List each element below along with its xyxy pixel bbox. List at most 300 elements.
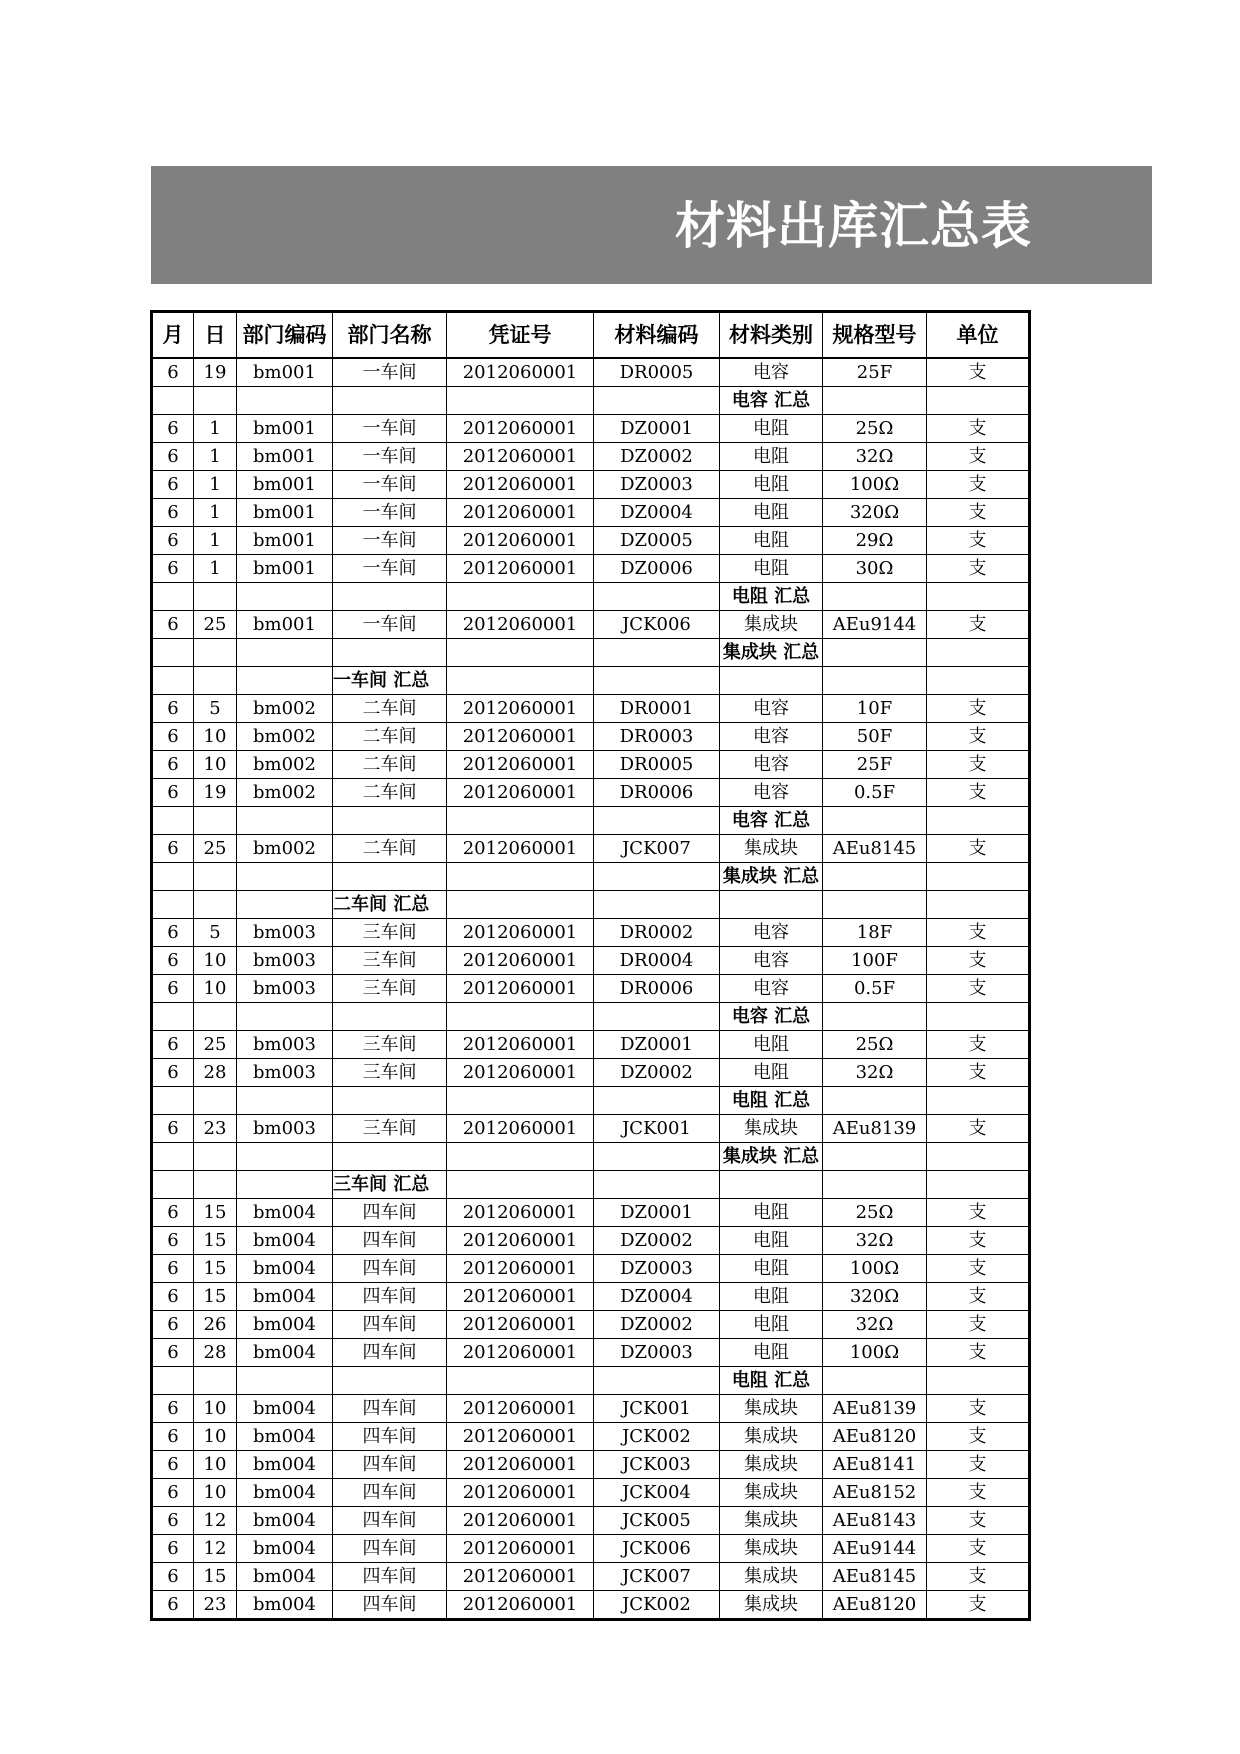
cell-material-code: DZ0001 — [594, 1031, 720, 1059]
cell-unit: 支 — [927, 1395, 1030, 1423]
cell-dept-name: 二车间 — [333, 723, 447, 751]
cell-day: 1 — [194, 555, 237, 583]
cell-voucher-no: 2012060001 — [447, 1059, 594, 1087]
cell-dept-code: bm004 — [237, 1591, 333, 1620]
cell-material-category: 电阻 — [720, 1199, 823, 1227]
table-row — [152, 695, 1030, 723]
cell-material-category: 电阻 — [720, 1255, 823, 1283]
cell-dept-code: bm001 — [237, 415, 333, 443]
cell-day: 15 — [194, 1283, 237, 1311]
cell-dept-name: 二车间 — [333, 695, 447, 723]
table-row — [152, 947, 1030, 975]
cell-spec-model: 25F — [823, 358, 927, 387]
cell-month: 6 — [152, 835, 194, 863]
cell-unit: 支 — [927, 919, 1030, 947]
cell-voucher-no: 2012060001 — [447, 751, 594, 779]
cell-voucher-no: 2012060001 — [447, 555, 594, 583]
cell-dept-name: 二车间 — [333, 751, 447, 779]
empty-cell — [333, 583, 447, 611]
empty-cell — [823, 387, 927, 415]
category-subtotal-label: 电容 汇总 — [720, 807, 823, 835]
cell-material-code: JCK007 — [594, 835, 720, 863]
cell-material-category: 电容 — [720, 358, 823, 387]
column-header-month: 月 — [152, 312, 194, 359]
cell-month: 6 — [152, 1059, 194, 1087]
cell-voucher-no: 2012060001 — [447, 975, 594, 1003]
cell-day: 28 — [194, 1339, 237, 1367]
table-row — [152, 555, 1030, 583]
cell-unit: 支 — [927, 835, 1030, 863]
cell-material-category: 电阻 — [720, 499, 823, 527]
cell-month: 6 — [152, 1479, 194, 1507]
cell-month: 6 — [152, 471, 194, 499]
empty-cell — [594, 387, 720, 415]
cell-dept-code: bm001 — [237, 611, 333, 639]
cell-voucher-no: 2012060001 — [447, 1311, 594, 1339]
cell-material-code: JCK005 — [594, 1507, 720, 1535]
cell-material-category: 电阻 — [720, 555, 823, 583]
empty-cell — [333, 1003, 447, 1031]
empty-cell — [823, 1143, 927, 1171]
table-row — [152, 1059, 1030, 1087]
empty-cell — [594, 1171, 720, 1199]
empty-cell — [152, 1143, 194, 1171]
empty-cell — [927, 1143, 1030, 1171]
cell-spec-model: 25Ω — [823, 415, 927, 443]
cell-day: 1 — [194, 415, 237, 443]
cell-dept-name: 三车间 — [333, 1059, 447, 1087]
cell-unit: 支 — [927, 555, 1030, 583]
cell-material-code: JCK003 — [594, 1451, 720, 1479]
empty-cell — [194, 1143, 237, 1171]
cell-dept-code: bm002 — [237, 779, 333, 807]
cell-unit: 支 — [927, 1507, 1030, 1535]
department-subtotal-row — [152, 667, 1030, 695]
cell-month: 6 — [152, 555, 194, 583]
cell-month: 6 — [152, 1339, 194, 1367]
cell-month: 6 — [152, 723, 194, 751]
cell-spec-model: 32Ω — [823, 1227, 927, 1255]
cell-voucher-no: 2012060001 — [447, 919, 594, 947]
cell-material-category: 集成块 — [720, 835, 823, 863]
cell-material-code: DZ0001 — [594, 1199, 720, 1227]
empty-cell — [447, 863, 594, 891]
cell-day: 15 — [194, 1563, 237, 1591]
cell-unit: 支 — [927, 975, 1030, 1003]
cell-material-category: 电阻 — [720, 1227, 823, 1255]
empty-cell — [152, 1003, 194, 1031]
cell-material-code: DZ0002 — [594, 1311, 720, 1339]
cell-unit: 支 — [927, 1059, 1030, 1087]
cell-day: 26 — [194, 1311, 237, 1339]
cell-month: 6 — [152, 611, 194, 639]
cell-month: 6 — [152, 1535, 194, 1563]
table-row — [152, 1031, 1030, 1059]
cell-unit: 支 — [927, 779, 1030, 807]
category-subtotal-label: 电阻 汇总 — [720, 1367, 823, 1395]
cell-material-code: DZ0005 — [594, 527, 720, 555]
cell-material-code: DR0002 — [594, 919, 720, 947]
cell-dept-name: 四车间 — [333, 1311, 447, 1339]
cell-material-code: JCK004 — [594, 1479, 720, 1507]
cell-day: 15 — [194, 1227, 237, 1255]
cell-voucher-no: 2012060001 — [447, 1563, 594, 1591]
cell-dept-name: 一车间 — [333, 499, 447, 527]
cell-material-category: 集成块 — [720, 1395, 823, 1423]
cell-voucher-no: 2012060001 — [447, 1199, 594, 1227]
cell-voucher-no: 2012060001 — [447, 471, 594, 499]
cell-spec-model: 25Ω — [823, 1199, 927, 1227]
cell-month: 6 — [152, 415, 194, 443]
empty-cell — [194, 667, 237, 695]
cell-month: 6 — [152, 1507, 194, 1535]
cell-dept-code: bm004 — [237, 1423, 333, 1451]
cell-material-category: 集成块 — [720, 1451, 823, 1479]
empty-cell — [594, 639, 720, 667]
cell-material-category: 电容 — [720, 779, 823, 807]
cell-material-code: DZ0002 — [594, 1059, 720, 1087]
empty-cell — [823, 1003, 927, 1031]
cell-unit: 支 — [927, 1311, 1030, 1339]
empty-cell — [927, 1367, 1030, 1395]
cell-dept-name: 四车间 — [333, 1535, 447, 1563]
cell-dept-name: 一车间 — [333, 358, 447, 387]
column-header-day: 日 — [194, 312, 237, 359]
cell-unit: 支 — [927, 1451, 1030, 1479]
cell-dept-name: 一车间 — [333, 527, 447, 555]
empty-cell — [594, 583, 720, 611]
cell-material-category: 电容 — [720, 723, 823, 751]
empty-cell — [194, 1003, 237, 1031]
cell-dept-name: 二车间 — [333, 835, 447, 863]
cell-month: 6 — [152, 1115, 194, 1143]
cell-voucher-no: 2012060001 — [447, 1479, 594, 1507]
empty-cell — [194, 583, 237, 611]
cell-material-category: 集成块 — [720, 611, 823, 639]
cell-spec-model: 10F — [823, 695, 927, 723]
cell-material-code: JCK002 — [594, 1423, 720, 1451]
cell-dept-code: bm002 — [237, 751, 333, 779]
cell-voucher-no: 2012060001 — [447, 779, 594, 807]
empty-cell — [152, 1367, 194, 1395]
cell-day: 10 — [194, 1395, 237, 1423]
empty-cell — [720, 891, 823, 919]
cell-material-code: DR0006 — [594, 779, 720, 807]
cell-dept-name: 四车间 — [333, 1395, 447, 1423]
cell-dept-code: bm004 — [237, 1199, 333, 1227]
empty-cell — [823, 583, 927, 611]
empty-cell — [823, 863, 927, 891]
cell-month: 6 — [152, 1311, 194, 1339]
cell-voucher-no: 2012060001 — [447, 527, 594, 555]
empty-cell — [194, 807, 237, 835]
cell-dept-name: 三车间 — [333, 947, 447, 975]
cell-dept-code: bm004 — [237, 1395, 333, 1423]
cell-month: 6 — [152, 443, 194, 471]
cell-material-code: DR0001 — [594, 695, 720, 723]
cell-spec-model: 18F — [823, 919, 927, 947]
cell-material-code: DR0006 — [594, 975, 720, 1003]
cell-material-category: 电容 — [720, 947, 823, 975]
cell-day: 5 — [194, 919, 237, 947]
table-row — [152, 415, 1030, 443]
cell-dept-code: bm004 — [237, 1283, 333, 1311]
empty-cell — [237, 1171, 333, 1199]
cell-month: 6 — [152, 1227, 194, 1255]
table-body — [152, 358, 1030, 1620]
cell-dept-code: bm001 — [237, 499, 333, 527]
cell-month: 6 — [152, 947, 194, 975]
summary-table — [150, 310, 1031, 1621]
empty-cell — [823, 639, 927, 667]
cell-spec-model: 100Ω — [823, 1339, 927, 1367]
cell-unit: 支 — [927, 947, 1030, 975]
cell-dept-code: bm003 — [237, 1115, 333, 1143]
cell-material-code: DZ0004 — [594, 499, 720, 527]
empty-cell — [823, 667, 927, 695]
cell-dept-code: bm003 — [237, 919, 333, 947]
category-subtotal-row — [152, 863, 1030, 891]
table-row — [152, 1563, 1030, 1591]
column-header-unit: 单位 — [927, 312, 1030, 359]
empty-cell — [720, 1171, 823, 1199]
cell-voucher-no: 2012060001 — [447, 1535, 594, 1563]
cell-material-category: 电容 — [720, 975, 823, 1003]
table-row — [152, 975, 1030, 1003]
cell-dept-code: bm004 — [237, 1451, 333, 1479]
cell-day: 25 — [194, 1031, 237, 1059]
empty-cell — [927, 1171, 1030, 1199]
cell-material-category: 电阻 — [720, 471, 823, 499]
empty-cell — [194, 1367, 237, 1395]
empty-cell — [447, 807, 594, 835]
cell-dept-name: 四车间 — [333, 1479, 447, 1507]
cell-dept-name: 四车间 — [333, 1563, 447, 1591]
cell-spec-model: 25F — [823, 751, 927, 779]
cell-spec-model: AEu8120 — [823, 1591, 927, 1620]
cell-spec-model: 100F — [823, 947, 927, 975]
cell-material-code: JCK001 — [594, 1115, 720, 1143]
cell-unit: 支 — [927, 1479, 1030, 1507]
cell-unit: 支 — [927, 358, 1030, 387]
category-subtotal-label: 集成块 汇总 — [720, 863, 823, 891]
cell-dept-name: 四车间 — [333, 1339, 447, 1367]
cell-material-category: 电容 — [720, 695, 823, 723]
empty-cell — [152, 1087, 194, 1115]
cell-day: 19 — [194, 779, 237, 807]
empty-cell — [823, 1367, 927, 1395]
cell-dept-code: bm002 — [237, 723, 333, 751]
table-row — [152, 751, 1030, 779]
empty-cell — [927, 1087, 1030, 1115]
empty-cell — [927, 891, 1030, 919]
cell-spec-model: 32Ω — [823, 1311, 927, 1339]
cell-voucher-no: 2012060001 — [447, 443, 594, 471]
cell-unit: 支 — [927, 443, 1030, 471]
cell-day: 10 — [194, 947, 237, 975]
category-subtotal-label: 电阻 汇总 — [720, 1087, 823, 1115]
cell-day: 10 — [194, 1479, 237, 1507]
table-row — [152, 1507, 1030, 1535]
cell-dept-code: bm002 — [237, 695, 333, 723]
empty-cell — [447, 1171, 594, 1199]
empty-cell — [194, 639, 237, 667]
empty-cell — [333, 387, 447, 415]
cell-month: 6 — [152, 1423, 194, 1451]
table-row — [152, 1423, 1030, 1451]
cell-dept-code: bm002 — [237, 835, 333, 863]
table-row — [152, 1591, 1030, 1620]
department-subtotal-label: 一车间 汇总 — [333, 667, 447, 695]
empty-cell — [194, 387, 237, 415]
cell-spec-model: 0.5F — [823, 779, 927, 807]
cell-day: 10 — [194, 1423, 237, 1451]
cell-day: 5 — [194, 695, 237, 723]
cell-dept-name: 一车间 — [333, 415, 447, 443]
cell-material-category: 电阻 — [720, 1283, 823, 1311]
cell-material-category: 电容 — [720, 751, 823, 779]
cell-voucher-no: 2012060001 — [447, 1255, 594, 1283]
cell-day: 1 — [194, 527, 237, 555]
column-header-dept-name: 部门名称 — [333, 312, 447, 359]
cell-material-code: DZ0002 — [594, 1227, 720, 1255]
cell-month: 6 — [152, 1395, 194, 1423]
cell-material-category: 集成块 — [720, 1563, 823, 1591]
cell-month: 6 — [152, 695, 194, 723]
cell-material-code: DZ0002 — [594, 443, 720, 471]
category-subtotal-row — [152, 583, 1030, 611]
cell-material-category: 集成块 — [720, 1115, 823, 1143]
empty-cell — [447, 387, 594, 415]
cell-voucher-no: 2012060001 — [447, 1227, 594, 1255]
cell-dept-code: bm004 — [237, 1311, 333, 1339]
empty-cell — [823, 807, 927, 835]
cell-dept-code: bm004 — [237, 1479, 333, 1507]
cell-day: 19 — [194, 358, 237, 387]
cell-dept-name: 四车间 — [333, 1227, 447, 1255]
category-subtotal-row — [152, 1087, 1030, 1115]
cell-day: 1 — [194, 471, 237, 499]
cell-material-code: JCK007 — [594, 1563, 720, 1591]
cell-spec-model: AEu9144 — [823, 1535, 927, 1563]
cell-voucher-no: 2012060001 — [447, 835, 594, 863]
cell-dept-name: 四车间 — [333, 1591, 447, 1620]
category-subtotal-label: 电阻 汇总 — [720, 583, 823, 611]
cell-unit: 支 — [927, 527, 1030, 555]
cell-month: 6 — [152, 1591, 194, 1620]
cell-unit: 支 — [927, 1535, 1030, 1563]
empty-cell — [447, 1367, 594, 1395]
column-header-spec-model: 规格型号 — [823, 312, 927, 359]
cell-voucher-no: 2012060001 — [447, 723, 594, 751]
cell-unit: 支 — [927, 1423, 1030, 1451]
cell-day: 12 — [194, 1535, 237, 1563]
empty-cell — [152, 891, 194, 919]
empty-cell — [720, 667, 823, 695]
empty-cell — [927, 583, 1030, 611]
table-row — [152, 835, 1030, 863]
empty-cell — [237, 807, 333, 835]
cell-material-category: 电阻 — [720, 1311, 823, 1339]
column-header-dept-code: 部门编码 — [237, 312, 333, 359]
cell-month: 6 — [152, 1451, 194, 1479]
cell-unit: 支 — [927, 1115, 1030, 1143]
department-subtotal-label: 三车间 汇总 — [333, 1171, 447, 1199]
cell-material-code: DZ0003 — [594, 1339, 720, 1367]
cell-dept-name: 三车间 — [333, 1031, 447, 1059]
empty-cell — [927, 667, 1030, 695]
cell-dept-code: bm001 — [237, 555, 333, 583]
table-row — [152, 723, 1030, 751]
cell-voucher-no: 2012060001 — [447, 415, 594, 443]
empty-cell — [594, 807, 720, 835]
cell-material-code: JCK001 — [594, 1395, 720, 1423]
category-subtotal-row — [152, 1143, 1030, 1171]
empty-cell — [823, 891, 927, 919]
title-banner — [151, 166, 1152, 284]
empty-cell — [152, 639, 194, 667]
category-subtotal-label: 电容 汇总 — [720, 1003, 823, 1031]
cell-material-code: DR0003 — [594, 723, 720, 751]
cell-spec-model: 29Ω — [823, 527, 927, 555]
cell-dept-name: 四车间 — [333, 1451, 447, 1479]
cell-dept-name: 四车间 — [333, 1255, 447, 1283]
cell-month: 6 — [152, 779, 194, 807]
cell-voucher-no: 2012060001 — [447, 947, 594, 975]
empty-cell — [152, 807, 194, 835]
cell-material-code: JCK002 — [594, 1591, 720, 1620]
cell-day: 25 — [194, 611, 237, 639]
table-row — [152, 611, 1030, 639]
cell-dept-name: 四车间 — [333, 1423, 447, 1451]
department-subtotal-row — [152, 1171, 1030, 1199]
column-header-material-category: 材料类别 — [720, 312, 823, 359]
cell-unit: 支 — [927, 695, 1030, 723]
cell-material-category: 电阻 — [720, 1031, 823, 1059]
cell-spec-model: 320Ω — [823, 499, 927, 527]
cell-month: 6 — [152, 1255, 194, 1283]
empty-cell — [152, 667, 194, 695]
empty-cell — [594, 891, 720, 919]
cell-dept-code: bm001 — [237, 358, 333, 387]
cell-spec-model: AEu9144 — [823, 611, 927, 639]
cell-day: 1 — [194, 443, 237, 471]
empty-cell — [594, 1087, 720, 1115]
header-row — [152, 312, 1030, 359]
cell-voucher-no: 2012060001 — [447, 1115, 594, 1143]
cell-dept-code: bm003 — [237, 947, 333, 975]
empty-cell — [194, 1171, 237, 1199]
cell-unit: 支 — [927, 1031, 1030, 1059]
column-header-voucher-no: 凭证号 — [447, 312, 594, 359]
empty-cell — [333, 639, 447, 667]
cell-unit: 支 — [927, 751, 1030, 779]
cell-spec-model: AEu8139 — [823, 1395, 927, 1423]
cell-voucher-no: 2012060001 — [447, 1395, 594, 1423]
empty-cell — [237, 387, 333, 415]
cell-dept-name: 三车间 — [333, 919, 447, 947]
cell-voucher-no: 2012060001 — [447, 358, 594, 387]
table-row — [152, 1311, 1030, 1339]
cell-month: 6 — [152, 1031, 194, 1059]
cell-dept-code: bm004 — [237, 1255, 333, 1283]
empty-cell — [152, 583, 194, 611]
cell-voucher-no: 2012060001 — [447, 1031, 594, 1059]
empty-cell — [823, 1171, 927, 1199]
empty-cell — [447, 1143, 594, 1171]
empty-cell — [333, 863, 447, 891]
department-subtotal-row — [152, 891, 1030, 919]
